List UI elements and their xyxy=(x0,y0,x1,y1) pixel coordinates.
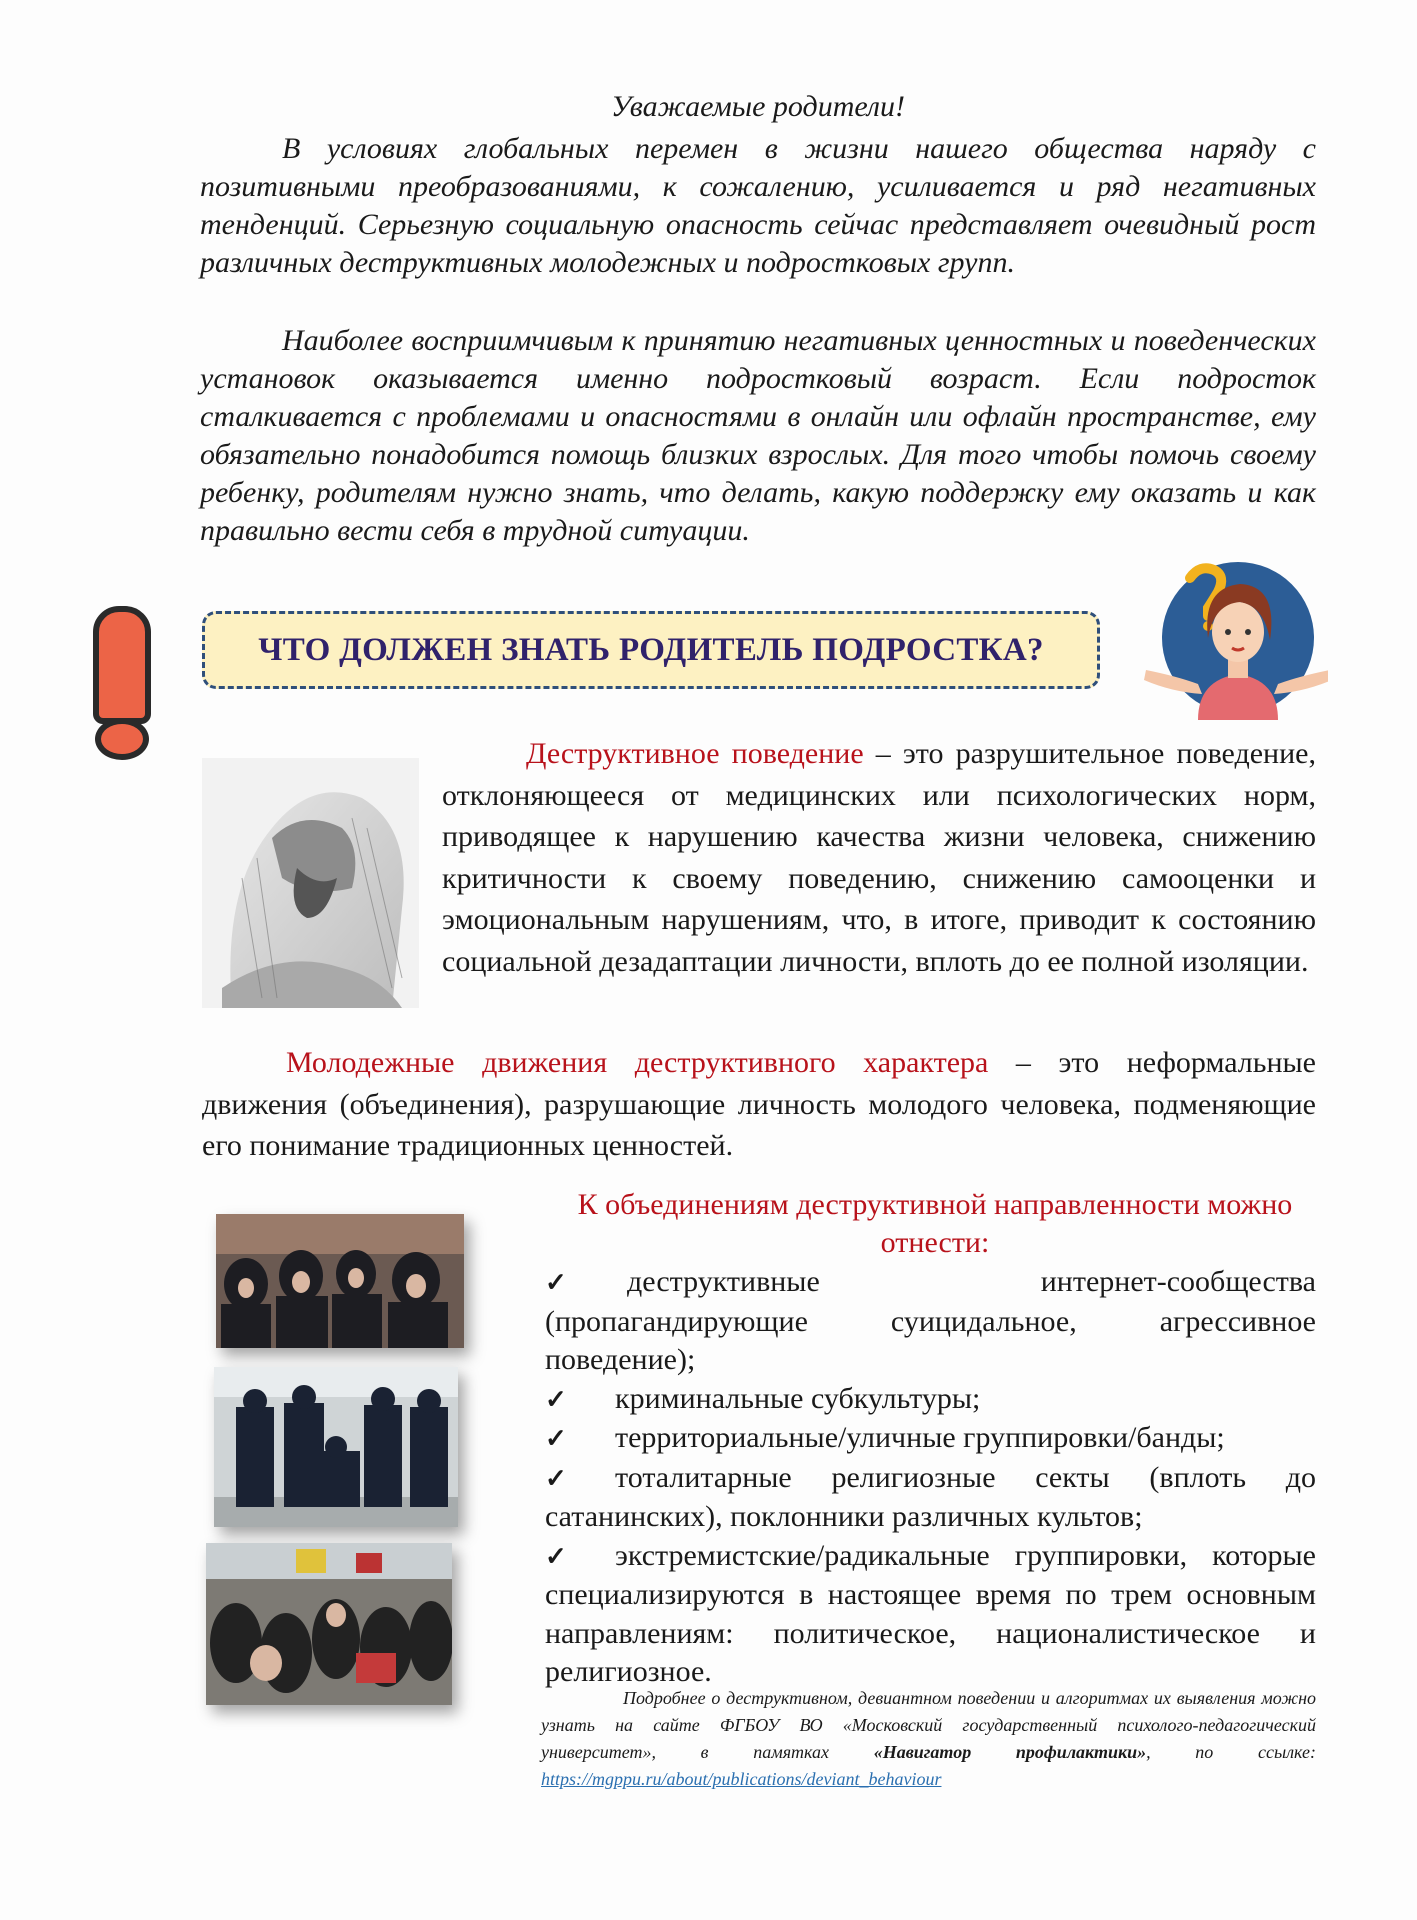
destructive-behavior-paragraph xyxy=(442,733,1316,982)
group-photo-corridor xyxy=(214,1367,458,1527)
list-item: ✓ экстремистские/радикальные группировки, которые специализируются в настоящее время по трем основным направлениям: политическое, националистическое и религиозное. xyxy=(545,1538,1316,1688)
intro-paragraph-2: Наиболее восприимчивым к принятию негативных ценностных и поведенческих установок оказывается именно подростковый возраст. Если подросток сталкивается с проблемами и опасностями в онлайн или офлайн пространстве, ему обязательно понадобится помощь близких взрослых. Для того чтобы помочь своему ребенку, родителям нужно знать, что делать, какую поддержку ему оказать и как правильно вести себя в трудной ситуации. xyxy=(200,324,1316,547)
footnote-link[interactable]: https://mgppu.ru/about/publications/deviant_behaviour xyxy=(541,1769,942,1789)
list-heading: К объединениям деструктивной направленности можно отнести: xyxy=(577,1188,1293,1259)
hooded-teen-sketch xyxy=(202,758,419,1008)
destructive-term: Деструктивное поведение xyxy=(526,737,864,770)
list-item: ✓ территориальные/уличные группировки/банды; xyxy=(545,1419,1316,1459)
checkmark-icon: ✓ xyxy=(545,1463,567,1493)
checkmark-icon: ✓ xyxy=(545,1268,567,1297)
checkmark-icon: ✓ xyxy=(545,1541,567,1571)
destructive-definition: – это разрушительное поведение, отклоняющееся от медицинских или психологических норм, приводящее к нарушению качества жизни человека, снижению критичности к своему поведению, снижению самооценки и эмоциональным нарушениям, что, в итоге, приводит к состоянию социальной дезадаптации личности, вплоть до ее полной изоляции. xyxy=(442,737,1316,978)
question-woman-illustration xyxy=(1128,560,1328,720)
footnote: Подробнее о деструктивном, девиантном поведении и алгоритмах их выявления можно узнать на сайте ФГБОУ ВО «Московский государственный психолого-педагогический университет», в памятках «Навигатор профилактики», по ссылке: https://mgppu.ru/about/publications/deviant_behaviour xyxy=(541,1688,1316,1789)
group-photo-hooded-teens xyxy=(216,1214,464,1348)
heading-title: ЧТО ДОЛЖЕН ЗНАТЬ РОДИТЕЛЬ ПОДРОСТКА? xyxy=(258,631,1044,668)
checkmark-icon: ✓ xyxy=(545,1424,567,1453)
footnote-bold-title: «Навигатор профилактики» xyxy=(873,1742,1147,1762)
youth-definition: – это неформальные движения (объединения), разрушающие личность молодого человека, подменяющие его понимание традиционных ценностей. xyxy=(202,1046,1316,1162)
heading-box xyxy=(202,611,1100,689)
greeting: Уважаемые родители! xyxy=(610,90,906,123)
list-item: ✓ тоталитарные религиозные секты (вплоть до сатанинских), поклонники различных культов; xyxy=(545,1460,1316,1533)
checkmark-icon: ✓ xyxy=(545,1384,567,1414)
list-item: ✓ деструктивные интернет-сообщества (пропагандирующие суицидальное, агрессивное поведение); xyxy=(545,1265,1316,1376)
youth-movements-paragraph xyxy=(202,1042,1316,1167)
list-item: ✓ криминальные субкультуры; xyxy=(545,1380,1316,1420)
youth-term: Молодежные движения деструктивного характера xyxy=(286,1046,989,1079)
destructive-groups-list xyxy=(545,1263,1316,1692)
intro-paragraph-1: В условиях глобальных перемен в жизни нашего общества наряду с позитивными преобразованиями, к сожалению, усиливается и ряд негативных тенденций. Серьезную социальную опасность сейчас представляет очевидный рост различных деструктивных молодежных и подростковых групп. xyxy=(200,132,1316,279)
crowd-photo-rally xyxy=(206,1543,452,1705)
